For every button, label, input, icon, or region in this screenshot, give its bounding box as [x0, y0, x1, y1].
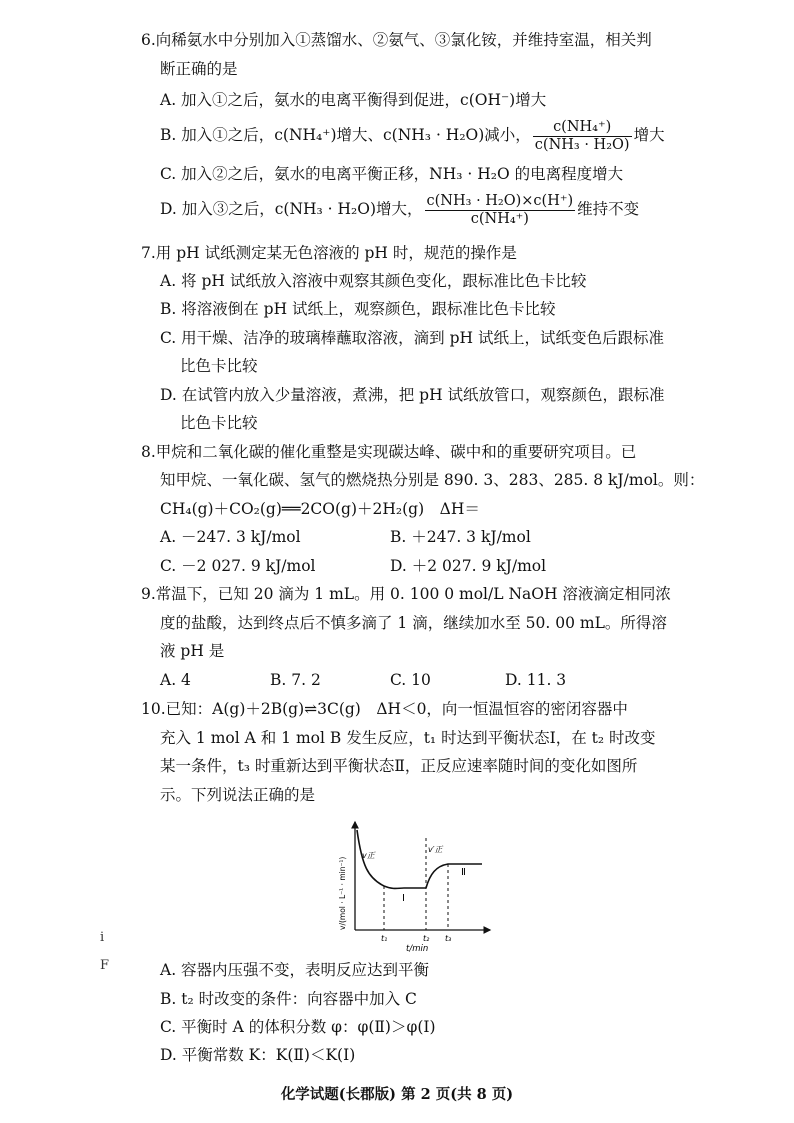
x-tick-t2: t₂	[423, 934, 430, 943]
fraction-denominator: c(NH₃ · H₂O)	[534, 136, 630, 153]
q6-option-b-text: B. 加入①之后，c(NH₄⁺)增大、c(NH₃ · H₂O)减小，	[160, 126, 531, 144]
q10-stem-line4: 示。下列说法正确的是	[160, 786, 316, 804]
q6-option-d-text: D. 加入③之后，c(NH₃ · H₂O)增大，	[160, 200, 423, 218]
q10-stem-line1: 10.已知：A(g)＋2B(g)⇌3C(g) ΔH＜0，向一恒温恒容的密闭容器中	[141, 700, 628, 718]
q10-option-c: C. 平衡时 A 的体积分数 φ：φ(Ⅱ)＞φ(Ⅰ)	[160, 1018, 436, 1036]
q8-equation: CH₄(g)＋CO₂(g)══2CO(g)＋2H₂(g) ΔH＝	[160, 500, 480, 518]
q9-option-c: C. 10	[390, 671, 431, 689]
y-axis-label: v/(mol · L⁻¹ · min⁻¹)	[338, 856, 347, 930]
q9-stem-line2: 度的盐酸，达到终点后不慎多滴了 1 滴，继续加水至 50. 00 mL。所得溶	[160, 614, 667, 632]
rate-curve-after-t2	[426, 864, 482, 888]
q7-option-c-line2: 比色卡比较	[180, 357, 258, 375]
curve-label-v-forward: v正	[362, 851, 375, 860]
q7-option-a: A. 将 pH 试纸放入溶液中观察其颜色变化，跟标准比色卡比较	[160, 272, 587, 290]
q7-option-d-line2: 比色卡比较	[180, 414, 258, 432]
q10-option-d: D. 平衡常数 K：K(Ⅱ)＜K(Ⅰ)	[160, 1046, 356, 1064]
q6-option-b-suffix: 增大	[633, 126, 665, 144]
q9-stem-line3: 液 pH 是	[160, 642, 225, 660]
q10-stem-line2: 充入 1 mol A 和 1 mol B 发生反应，t₁ 时达到平衡状态Ⅰ，在 t₂ 时改变	[160, 729, 656, 747]
q8-stem-line2: 知甲烷、一氧化碳、氢气的燃烧热分别是 890. 3、283、285. 8 kJ/mol。则：	[160, 471, 705, 489]
q9-option-a: A. 4	[160, 671, 191, 689]
x-axis-label: t/min	[406, 944, 429, 953]
q6-stem-line1: 6.向稀氨水中分别加入①蒸馏水、②氨气、③氯化铵，并维持室温，相关判	[141, 31, 652, 49]
margin-mark: F	[100, 958, 110, 973]
region-label-ii: Ⅱ	[461, 867, 466, 878]
q6-option-d	[160, 191, 639, 228]
q7-option-d-line1: D. 在试管内放入少量溶液，煮沸，把 pH 试纸放管口，观察颜色，跟标准	[160, 386, 665, 404]
fraction-numerator: c(NH₃ · H₂O)×c(H⁺)	[426, 192, 574, 209]
margin-mark: i	[100, 930, 105, 945]
q9-stem-line1: 9.常温下，已知 20 滴为 1 mL。用 0. 100 0 mol/L NaOH 溶液滴定相同浓	[141, 585, 671, 603]
rate-time-chart	[320, 818, 500, 953]
q6-option-b	[160, 117, 665, 154]
q10-option-a: A. 容器内压强不变，表明反应达到平衡	[160, 961, 430, 979]
q7-stem: 7.用 pH 试纸测定某无色溶液的 pH 时，规范的操作是	[141, 244, 517, 262]
region-label-i: Ⅰ	[402, 893, 405, 904]
curve-label-v-forward-prime: v′正	[428, 845, 443, 854]
x-tick-t1: t₁	[381, 934, 388, 943]
q10-stem-line3: 某一条件，t₃ 时重新达到平衡状态Ⅱ，正反应速率随时间的变化如图所	[160, 757, 638, 775]
fraction-numerator: c(NH₄⁺)	[533, 119, 632, 137]
q8-stem-line1: 8.甲烷和二氧化碳的催化重整是实现碳达峰、碳中和的重要研究项目。已	[141, 443, 637, 461]
q6-option-d-suffix: 维持不变	[577, 200, 640, 218]
q6-option-b-fraction	[533, 119, 632, 154]
q6-option-d-fraction	[425, 193, 576, 228]
q9-option-d: D. 11. 3	[505, 671, 567, 689]
page-footer: 化学试题(长郡版) 第 2 页(共 8 页)	[280, 1086, 514, 1103]
fraction-denominator: c(NH₄⁺)	[470, 210, 529, 227]
q6-option-a: A. 加入①之后，氨水的电离平衡得到促进，c(OH⁻)增大	[160, 91, 547, 109]
q8-option-c: C. －2 027. 9 kJ/mol	[160, 557, 316, 575]
q10-option-b: B. t₂ 时改变的条件：向容器中加入 C	[160, 990, 417, 1008]
q6-stem-line2: 断正确的是	[160, 60, 238, 78]
q7-option-b: B. 将溶液倒在 pH 试纸上，观察颜色，跟标准比色卡比较	[160, 300, 556, 318]
q9-option-b: B. 7. 2	[270, 671, 321, 689]
q7-option-c-line1: C. 用干燥、洁净的玻璃棒蘸取溶液，滴到 pH 试纸上，试纸变色后跟标准	[160, 329, 664, 347]
x-tick-t3: t₃	[445, 934, 452, 943]
q6-option-c: C. 加入②之后，氨水的电离平衡正移，NH₃ · H₂O 的电离程度增大	[160, 165, 624, 183]
q8-option-d: D. ＋2 027. 9 kJ/mol	[390, 557, 547, 575]
q8-option-a: A. －247. 3 kJ/mol	[160, 528, 301, 546]
q8-option-b: B. ＋247. 3 kJ/mol	[390, 528, 531, 546]
